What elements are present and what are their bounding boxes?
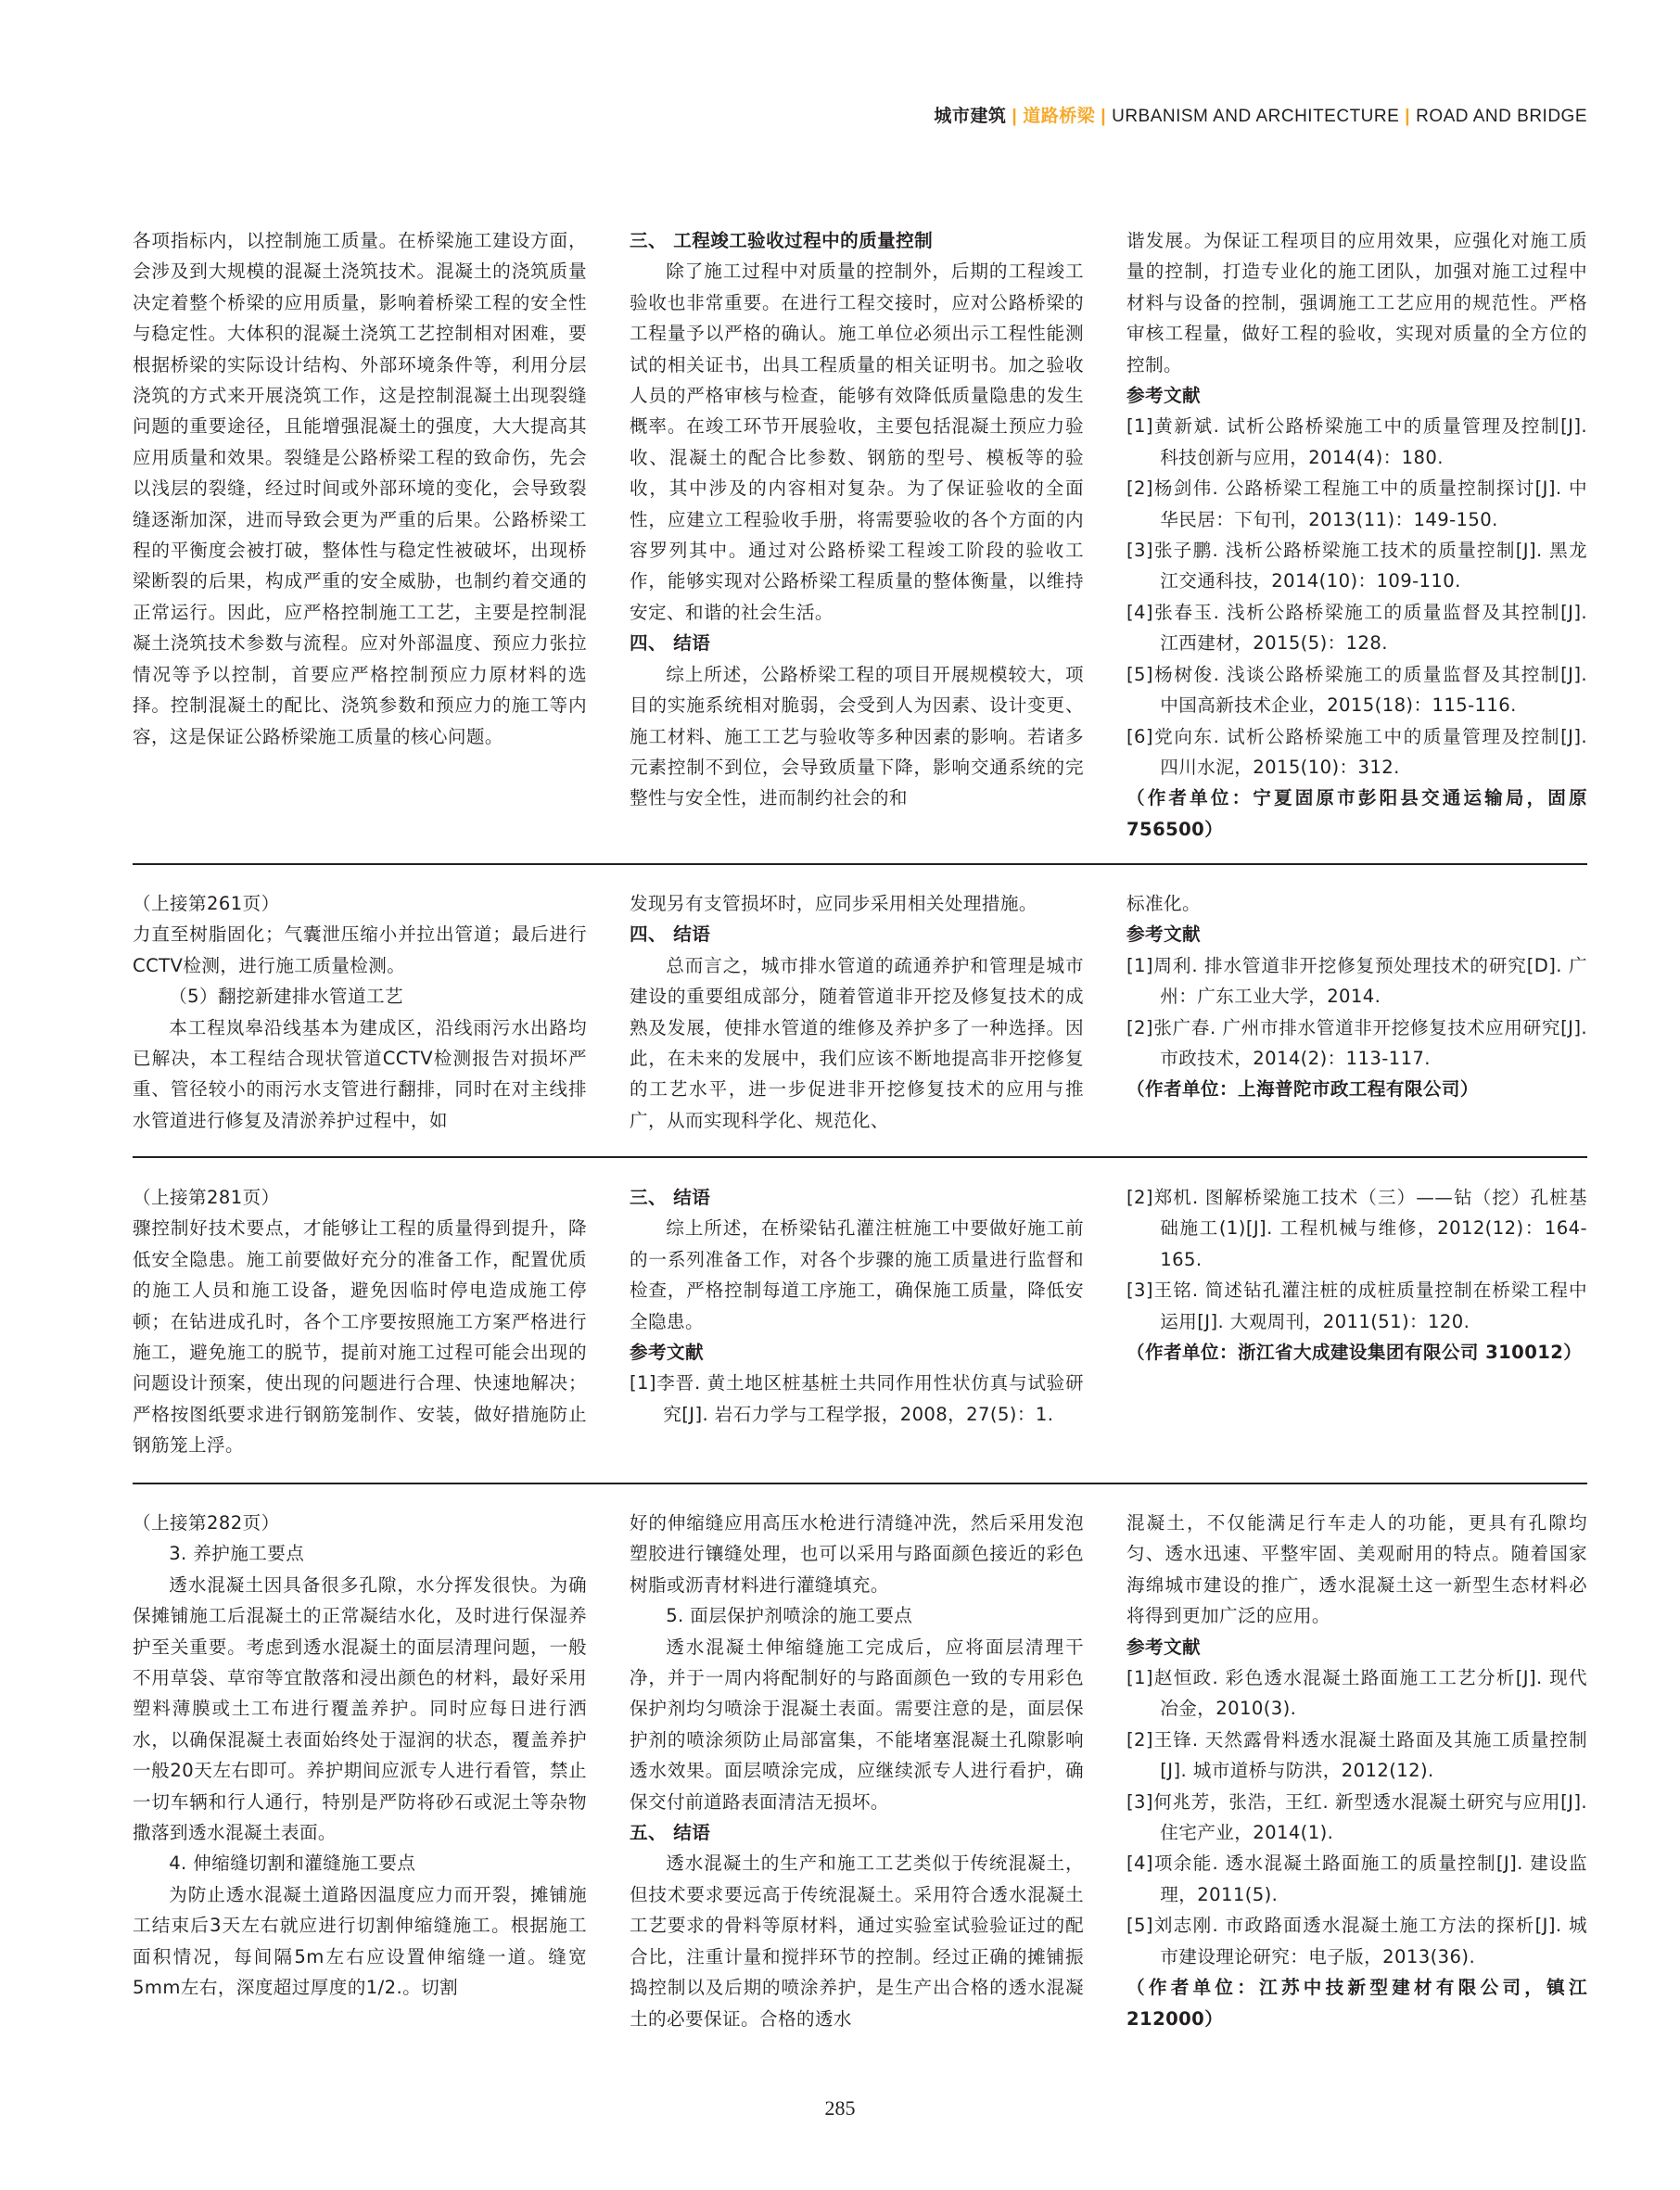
body-paragraph: 谐发展。为保证工程项目的应用效果，应强化对施工质量的控制，打造专业化的施工团队，加强对施工过程中材料与设备的控制，强调施工工艺应用的规范性。严格审核工程量，做好工程的验收，实现对质量的全方位的控制。 [1126, 230, 1587, 376]
article-column [133, 1182, 587, 1461]
article-column [630, 888, 1084, 1136]
running-header [0, 102, 1587, 127]
section-heading: 参考文献 [1126, 1636, 1201, 1658]
section-heading: 参考文献 [1126, 385, 1201, 407]
body-paragraph: 各项指标内，以控制施工质量。在桥梁施工建设方面，会涉及到大规模的混凝土浇筑技术。混凝土的浇筑质量决定着整个桥梁的应用质量，影响着桥梁工程的安全性与稳定性。大体积的混凝土浇筑工艺控制相对困难，要根据桥梁的实际设计结构、外部环境条件等，利用分层浇筑的方式来开展浇筑工作，这是控制混凝土出现裂缝问题的重要途径，且能增强混凝土的强度，大大提高其应用质量和效果。裂缝是公路桥梁工程的致命伤，先会以浅层的裂缝，经过时间或外部环境的变化，会导致裂缝逐渐加深，进而导致会更为严重的后果。公路桥梁工程的平衡度会被打破，整体性与稳定性被破坏，出现桥梁断裂的后果，构成严重的安全威胁，也制约着交通的正常运行。因此，应严格控制施工工艺，主要是控制混凝土浇筑技术参数与流程。应对外部温度、预应力张拉情况等予以控制，首要应严格控制预应力原材料的选择。控制混凝土的配比、浇筑参数和预应力的施工等内容，这是保证公路桥梁施工质量的核心问题。 [133, 230, 587, 747]
body-paragraph: 3. 养护施工要点 [169, 1543, 305, 1565]
reference-entry: [3]张子鹏. 浅析公路桥梁施工技术的质量控制[J]. 黑龙江交通科技，2014(10)：109-110. [1126, 540, 1587, 592]
section-name-en: ROAD AND BRIDGE [1416, 107, 1587, 126]
body-paragraph: 好的伸缩缝应用高压水枪进行清缝冲洗，然后采用发泡塑胶进行镶缝处理，也可以采用与路面颜色接近的彩色树脂或沥青材料进行灌缝填充。 [630, 1512, 1084, 1596]
body-paragraph: （上接第281页） [133, 1187, 280, 1208]
body-paragraph: 本工程岚皋沿线基本为建成区，沿线雨污水出路均已解决，本工程结合现状管道CCTV检测报告对损坏严重、管径较小的雨污水支管进行翻排，同时在对主线排水管道进行修复及清淤养护过程中，如 [133, 1016, 587, 1131]
body-paragraph: 标准化。 [1126, 893, 1201, 914]
article-column [133, 225, 587, 752]
author-affiliation: （作者单位：上海普陀市政工程有限公司） [1126, 1078, 1479, 1101]
article-column [1126, 888, 1587, 1105]
reference-entry: [1]赵恒政. 彩色透水混凝土路面施工工艺分析[J]. 现代冶金，2010(3). [1126, 1667, 1587, 1720]
section-heading: 五、 结语 [630, 1822, 711, 1844]
reference-entry: [2]郑机. 图解桥梁施工技术（三）——钻（挖）孔桩基础施工(1)[J]. 工程机械与维修，2012(12)：164-165. [1126, 1187, 1587, 1270]
reference-entry: [6]党向东. 试析公路桥梁施工中的质量管理及控制[J]. 四川水泥，2015(10)：312. [1126, 725, 1587, 778]
body-paragraph: 综上所述，公路桥梁工程的项目开展规模较大，项目的实施系统相对脆弱，会受到人为因素、设计变更、施工材料、施工工艺与验收等多种因素的影响。若诸多元素控制不到位，会导致质量下降，影响交通系统的完整性与安全性，进而制约社会的和 [630, 663, 1084, 809]
article-column [630, 1182, 1084, 1430]
body-paragraph: 除了施工过程中对质量的控制外，后期的工程竣工验收也非常重要。在进行工程交接时，应对公路桥梁的工程量予以严格的确认。施工单位必须出示工程性能测试的相关证书，出具工程质量的相关证明书。加之验收人员的严格审核与检查，能够有效降低质量隐患的发生概率。在竣工环节开展验收，主要包括混凝土预应力验收、混凝土的配合比参数、钢筋的型号、模板等的验收，其中涉及的内容相对复杂。为了保证验收的全面性，应建立工程验收手册，将需要验收的各个方面的内容罗列其中。通过对公路桥梁工程竣工阶段的验收工作，能够实现对公路桥梁工程质量的整体衡量，以维持安定、和谐的社会生活。 [630, 261, 1084, 623]
reference-entry: [2]王锋. 天然露骨料透水混凝土路面及其施工质量控制[J]. 城市道桥与防洪，2012(12). [1126, 1728, 1587, 1782]
body-paragraph: 综上所述，在桥梁钻孔灌注桩施工中要做好施工前的一系列准备工作，对各个步骤的施工质量进行监督和检查，严格控制每道工序施工，确保施工质量，降低安全隐患。 [630, 1217, 1084, 1332]
article-column [630, 1508, 1084, 2034]
section-heading: 参考文献 [630, 1342, 704, 1364]
body-paragraph: （上接第261页） [133, 893, 280, 914]
body-paragraph: 骤控制好技术要点，才能够让工程的质量得到提升，降低安全隐患。施工前要做好充分的准备工作，配置优质的施工人员和施工设备，避免因临时停电造成施工停顿；在钻进成孔时，各个工序要按照施工方案严格进行施工，避免施工的脱节，提前对施工过程可能会出现的问题设计预案，使出现的问题进行合理、快速地解决；严格按图纸要求进行钢筋笼制作、安装，做好措施防止钢筋笼上浮。 [133, 1217, 587, 1457]
section-name-cn: 道路桥梁 [1023, 107, 1096, 126]
author-affiliation: （作者单位：宁夏固原市彭阳县交通运输局，固原 756500） [1126, 787, 1587, 840]
body-paragraph: 透水混凝土的生产和施工工艺类似于传统混凝土，但技术要求要远高于传统混凝土。采用符合透水混凝土工艺要求的骨料等原材料，通过实验室试验验证过的配合比，注重计量和搅拌环节的控制。经过正确的摊铺振捣控制以及后期的喷涂养护，是生产出合格的透水混凝土的必要保证。合格的透水 [630, 1853, 1084, 2030]
reference-entry: [2]张广春. 广州市排水管道非开挖修复技术应用研究[J]. 市政技术，2014(2)：113-117. [1126, 1016, 1587, 1070]
body-paragraph: 透水混凝土因具备很多孔隙，水分挥发很快。为确保摊铺施工后混凝土的正常凝结水化，及时进行保湿养护至关重要。考虑到透水混凝土的面层清理问题，一般不用草袋、草帘等宜散落和浸出颜色的材料，最好采用塑料薄膜或土工布进行覆盖养护。同时应每日进行洒水，以确保混凝土表面始终处于湿润的状态，覆盖养护一般20天左右即可。养护期间应派专人进行看管，禁止一切车辆和行人通行，特别是严防将砂石或泥土等杂物撒落到透水混凝土表面。 [133, 1573, 587, 1844]
section-heading: 三、 工程竣工验收过程中的质量控制 [630, 230, 934, 251]
article-column [133, 888, 587, 1136]
reference-entry: [1]周利. 排水管道非开挖修复预处理技术的研究[D]. 广州：广东工业大学，2014. [1126, 954, 1587, 1008]
reference-entry: [4]张春玉. 浅析公路桥梁施工的质量监督及其控制[J]. 江西建材，2015(5)：128. [1126, 601, 1587, 655]
article-column [630, 225, 1084, 814]
magazine-name-en: URBANISM AND ARCHITECTURE [1112, 107, 1400, 126]
section-heading: 参考文献 [1126, 923, 1201, 946]
body-paragraph: 总而言之，城市排水管道的疏通养护和管理是城市建设的重要组成部分，随着管道非开挖及修复技术的成熟及发展，使排水管道的维修及养护多了一种选择。因此，在未来的发展中，我们应该不断地提高非开挖修复的工艺水平，进一步促进非开挖修复技术的应用与推广，从而实现科学化、规范化、 [630, 954, 1084, 1131]
author-affiliation: （作者单位：浙江省大成建设集团有限公司 310012） [1126, 1342, 1583, 1364]
section-divider [133, 1156, 1587, 1158]
section-heading: 四、 结语 [630, 632, 711, 655]
header-separator: | [1012, 107, 1018, 126]
body-paragraph: （上接第282页） [133, 1512, 280, 1534]
reference-entry: [1]李晋. 黄土地区桩基桩土共同作用性状仿真与试验研究[J]. 岩石力学与工程学报，2008，27(5)：1. [630, 1372, 1084, 1425]
reference-entry: [2]杨剑伟. 公路桥梁工程施工中的质量控制探讨[J]. 中华民居：下旬刊，2013(11)：149-150. [1126, 477, 1587, 530]
section-divider [133, 863, 1587, 865]
section-divider [133, 1483, 1587, 1484]
page-number: 285 [824, 2096, 856, 2120]
reference-entry: [3]王铭. 简述钻孔灌注桩的成桩质量控制在桥梁工程中运用[J]. 大观周刊，2011(51)：120. [1126, 1280, 1587, 1332]
body-paragraph: 5. 面层保护剂喷涂的施工要点 [666, 1605, 913, 1627]
header-separator: | [1101, 107, 1107, 126]
section-heading: 三、 结语 [630, 1187, 711, 1208]
reference-entry: [5]刘志刚. 市政路面透水混凝土施工方法的探析[J]. 城市建设理论研究：电子版，2013(36). [1126, 1915, 1587, 1967]
body-paragraph: 透水混凝土伸缩缝施工完成后，应将面层清理干净，并于一周内将配制好的与路面颜色一致的专用彩色保护剂均匀喷涂于混凝土表面。需要注意的是，面层保护剂的喷涂须防止局部富集，不能堵塞混凝土孔隙影响透水效果。面层喷涂完成，应继续派专人进行看护，确保交付前道路表面清洁无损坏。 [630, 1636, 1084, 1813]
magazine-name-cn: 城市建筑 [934, 107, 1007, 126]
reference-entry: [5]杨树俊. 浅谈公路桥梁施工的质量监督及其控制[J]. 中国高新技术企业，2015(18)：115-116. [1126, 663, 1587, 717]
body-paragraph: 发现另有支管损坏时，应同步采用相关处理措施。 [630, 893, 1037, 914]
body-paragraph: 混凝土，不仅能满足行车走人的功能，更具有孔隙均匀、透水迅速、平整牢固、美观耐用的特点。随着国家海绵城市建设的推广，透水混凝土这一新型生态材料必将得到更加广泛的应用。 [1126, 1512, 1587, 1627]
article-column [1126, 225, 1587, 845]
article-column [1126, 1508, 1587, 2034]
body-paragraph: （5）翻挖新建排水管道工艺 [169, 986, 403, 1008]
reference-entry: [4]项余能. 透水混凝土路面施工的质量控制[J]. 建设监理，2011(5). [1126, 1853, 1587, 1905]
body-paragraph: 为防止透水混凝土道路因温度应力而开裂，摊铺施工结束后3天左右就应进行切割伸缩缝施工。根据施工面积情况，每间隔5m左右应设置伸缩缝一道。缝宽5mm左右，深度超过厚度的1/2.。切割 [133, 1883, 587, 1999]
reference-entry: [3]何兆芳，张浩，王红. 新型透水混凝土研究与应用[J]. 住宅产业，2014(1). [1126, 1790, 1587, 1844]
author-affiliation: （作者单位：江苏中技新型建材有限公司，镇江 212000） [1126, 1977, 1587, 2030]
reference-entry: [1]黄新斌. 试析公路桥梁施工中的质量管理及控制[J]. 科技创新与应用，2014(4)：180. [1126, 415, 1587, 468]
body-paragraph: 力直至树脂固化；气囊泄压缩小并拉出管道；最后进行CCTV检测，进行施工质量检测。 [133, 923, 587, 976]
article-column [1126, 1182, 1587, 1368]
article-column [133, 1508, 587, 2004]
body-paragraph: 4. 伸缩缝切割和灌缝施工要点 [169, 1853, 416, 1875]
section-heading: 四、 结语 [630, 923, 711, 946]
header-separator: | [1405, 107, 1411, 126]
